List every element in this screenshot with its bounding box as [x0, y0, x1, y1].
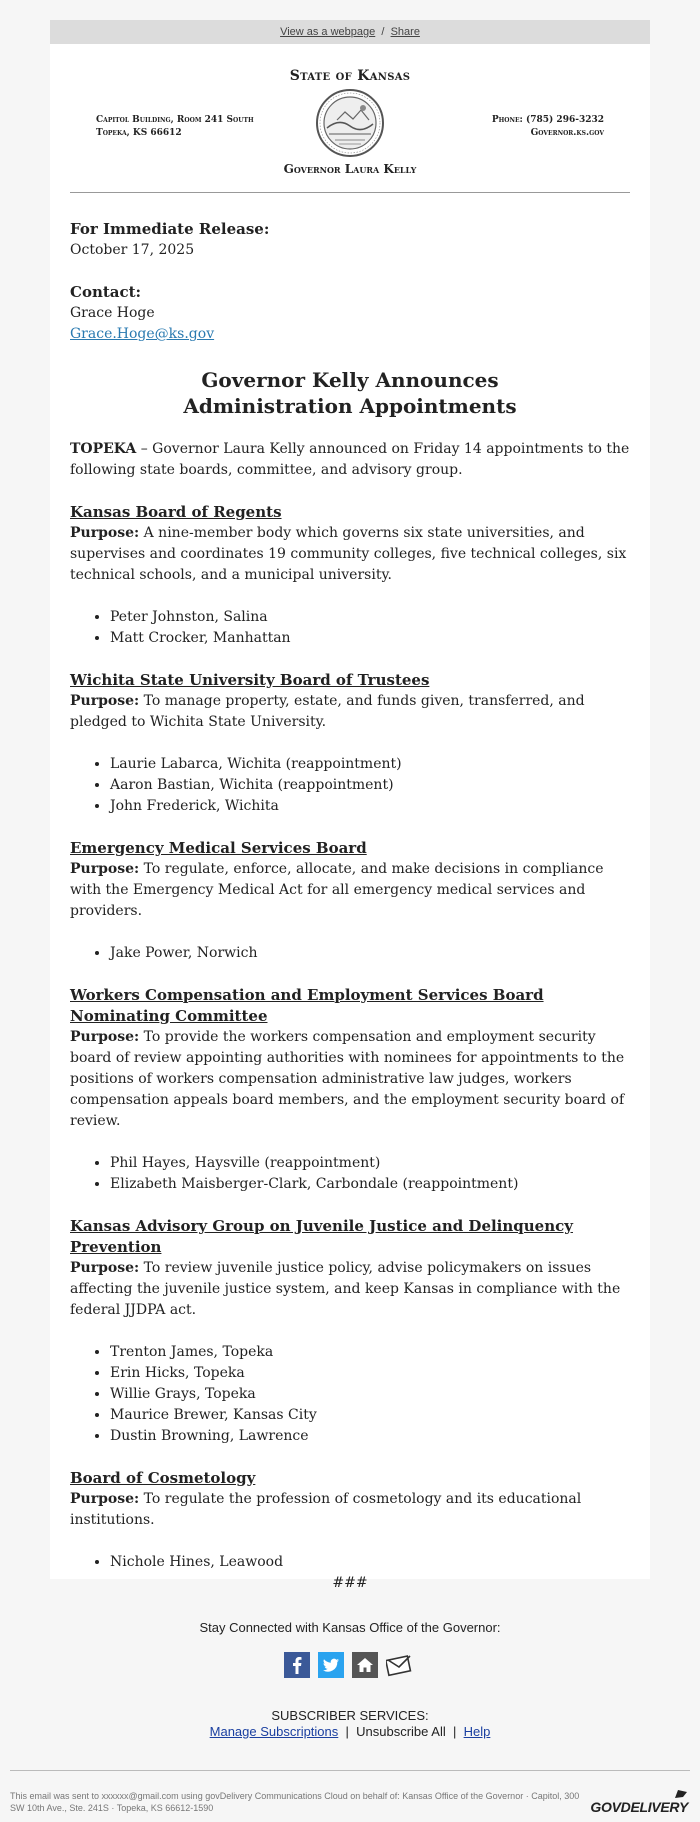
member-list [70, 607, 630, 649]
list-item: • Willie Grays, Topeka [110, 1384, 630, 1405]
contact-email-link[interactable]: Grace.Hoge@ks.gov [70, 326, 215, 342]
section-4 [70, 1195, 630, 1447]
list-item: • Dustin Browning, Lawrence [110, 1426, 630, 1447]
section-title: Workers Compensation and Employment Services Board Nominating Committee [70, 986, 544, 1025]
list-item: • Erin Hicks, Topeka [110, 1363, 630, 1384]
section-purpose: Purpose: To manage property, estate, and funds given, transferred, and pledged to Wichita State University. [70, 693, 585, 730]
fine-print: This email was sent to xxxxxx@gmail.com using govDelivery Communications Cloud on behalf of: Kansas Office of the Governor · Capitol, 300 SW 10th Ave., Ste. 241S · Topeka, KS 66612-1590 [10, 1791, 580, 1813]
section-5 [70, 1447, 630, 1573]
list-item: • Phil Hayes, Haysville (reappointment) [110, 1153, 630, 1174]
section-title: Kansas Advisory Group on Juvenile Justice and Delinquency Prevention [70, 1217, 573, 1256]
contact-name: Grace Hoge [70, 305, 155, 321]
unsubscribe-all-link[interactable]: Unsubscribe All [356, 1724, 446, 1739]
section-purpose: Purpose: To review juvenile justice policy, advise policymakers on issues affecting the juvenile justice system, and keep Kansas in compliance with the federal JJDPA act. [70, 1260, 621, 1318]
section-title: Emergency Medical Services Board [70, 839, 367, 857]
list-item: • Elizabeth Maisberger-Clark, Carbondale (reappointment) [110, 1174, 630, 1195]
list-item: • Trenton James, Topeka [110, 1342, 630, 1363]
email-icon[interactable] [386, 1652, 412, 1678]
list-item: • Laurie Labarca, Wichita (reappointment) [110, 754, 630, 775]
topbar-separator: / [381, 26, 385, 38]
member-list [70, 1153, 630, 1195]
facebook-icon[interactable] [284, 1652, 310, 1678]
state-title: State of Kansas [289, 68, 411, 84]
section-purpose: Purpose: A nine-member body which governs six state universities, and supervises and coordinates 19 community colleges, five technical colleges, six technical schools, and a municipal university. [70, 525, 627, 583]
help-link[interactable]: Help [463, 1724, 491, 1739]
letterhead [70, 44, 630, 192]
contact-label: Contact: [70, 283, 142, 301]
list-item: • John Frederick, Wichita [110, 796, 630, 817]
list-item: • Jake Power, Norwich [110, 943, 630, 964]
subscriber-services-label: SUBSCRIBER SERVICES: [271, 1708, 429, 1723]
header-divider [70, 192, 630, 193]
member-list [70, 943, 630, 964]
section-purpose: Purpose: To provide the workers compensation and employment security board of review appointing authorities with nominees for appointments to the positions of workers compensation administrative law judges, workers compensation appeals board members, and the employment security board of review. [70, 1029, 625, 1129]
release-date: October 17, 2025 [70, 242, 195, 258]
stay-connected-text: Stay Connected with Kansas Office of the Governor: [199, 1620, 501, 1635]
member-list [70, 754, 630, 817]
twitter-icon[interactable] [318, 1652, 344, 1678]
section-title: Board of Cosmetology [70, 1469, 256, 1487]
section-0 [70, 481, 630, 649]
section-1 [70, 649, 630, 817]
section-purpose: Purpose: To regulate the profession of cosmetology and its educational institutions. [70, 1491, 582, 1528]
office-address: Capitol Building, Room 241 South Topeka, KS 66612 [96, 115, 254, 138]
governor-name: Governor Laura Kelly [283, 162, 417, 176]
list-item: • Maurice Brewer, Kansas City [110, 1405, 630, 1426]
list-item: • Nichole Hines, Leawood [110, 1552, 630, 1573]
section-purpose: Purpose: To regulate, enforce, allocate, and make decisions in compliance with the Emergency Medical Act for all emergency medical services and providers. [70, 861, 604, 919]
home-icon[interactable] [352, 1652, 378, 1678]
list-item: • Matt Crocker, Manhattan [110, 628, 630, 649]
office-contact: Phone: (785) 296-3232 Governor.ks.gov [491, 115, 604, 138]
email-body [50, 44, 650, 1591]
press-release [70, 219, 630, 1594]
top-bar [50, 20, 650, 44]
section-title: Kansas Board of Regents [70, 503, 282, 521]
member-list [70, 1552, 630, 1573]
section-3 [70, 964, 630, 1195]
end-mark: ### [332, 1575, 368, 1591]
release-label: For Immediate Release: [70, 220, 270, 238]
headline: Governor Kelly Announces Administration Appointments [183, 368, 517, 418]
view-as-webpage-link[interactable]: View as a webpage [280, 26, 376, 38]
section-title: Wichita State University Board of Trustees [70, 671, 430, 689]
govdelivery-flag-icon [674, 1789, 688, 1799]
social-icons [284, 1652, 424, 1680]
state-seal-icon [315, 88, 385, 158]
intro-paragraph: TOPEKA – Governor Laura Kelly announced on Friday 14 appointments to the following state boards, committee, and advisory group. [70, 441, 630, 478]
member-list [70, 1342, 630, 1447]
section-2 [70, 817, 630, 964]
subscriber-links: Manage Subscriptions | Unsubscribe All | Help [209, 1724, 491, 1739]
list-item: • Peter Johnston, Salina [110, 607, 630, 628]
manage-subscriptions-link[interactable]: Manage Subscriptions [209, 1724, 339, 1739]
list-item: • Aaron Bastian, Wichita (reappointment) [110, 775, 630, 796]
share-link[interactable]: Share [390, 26, 420, 38]
govdelivery-logo[interactable]: GOVDELIVERY [590, 1799, 688, 1815]
footer-divider [10, 1770, 690, 1771]
